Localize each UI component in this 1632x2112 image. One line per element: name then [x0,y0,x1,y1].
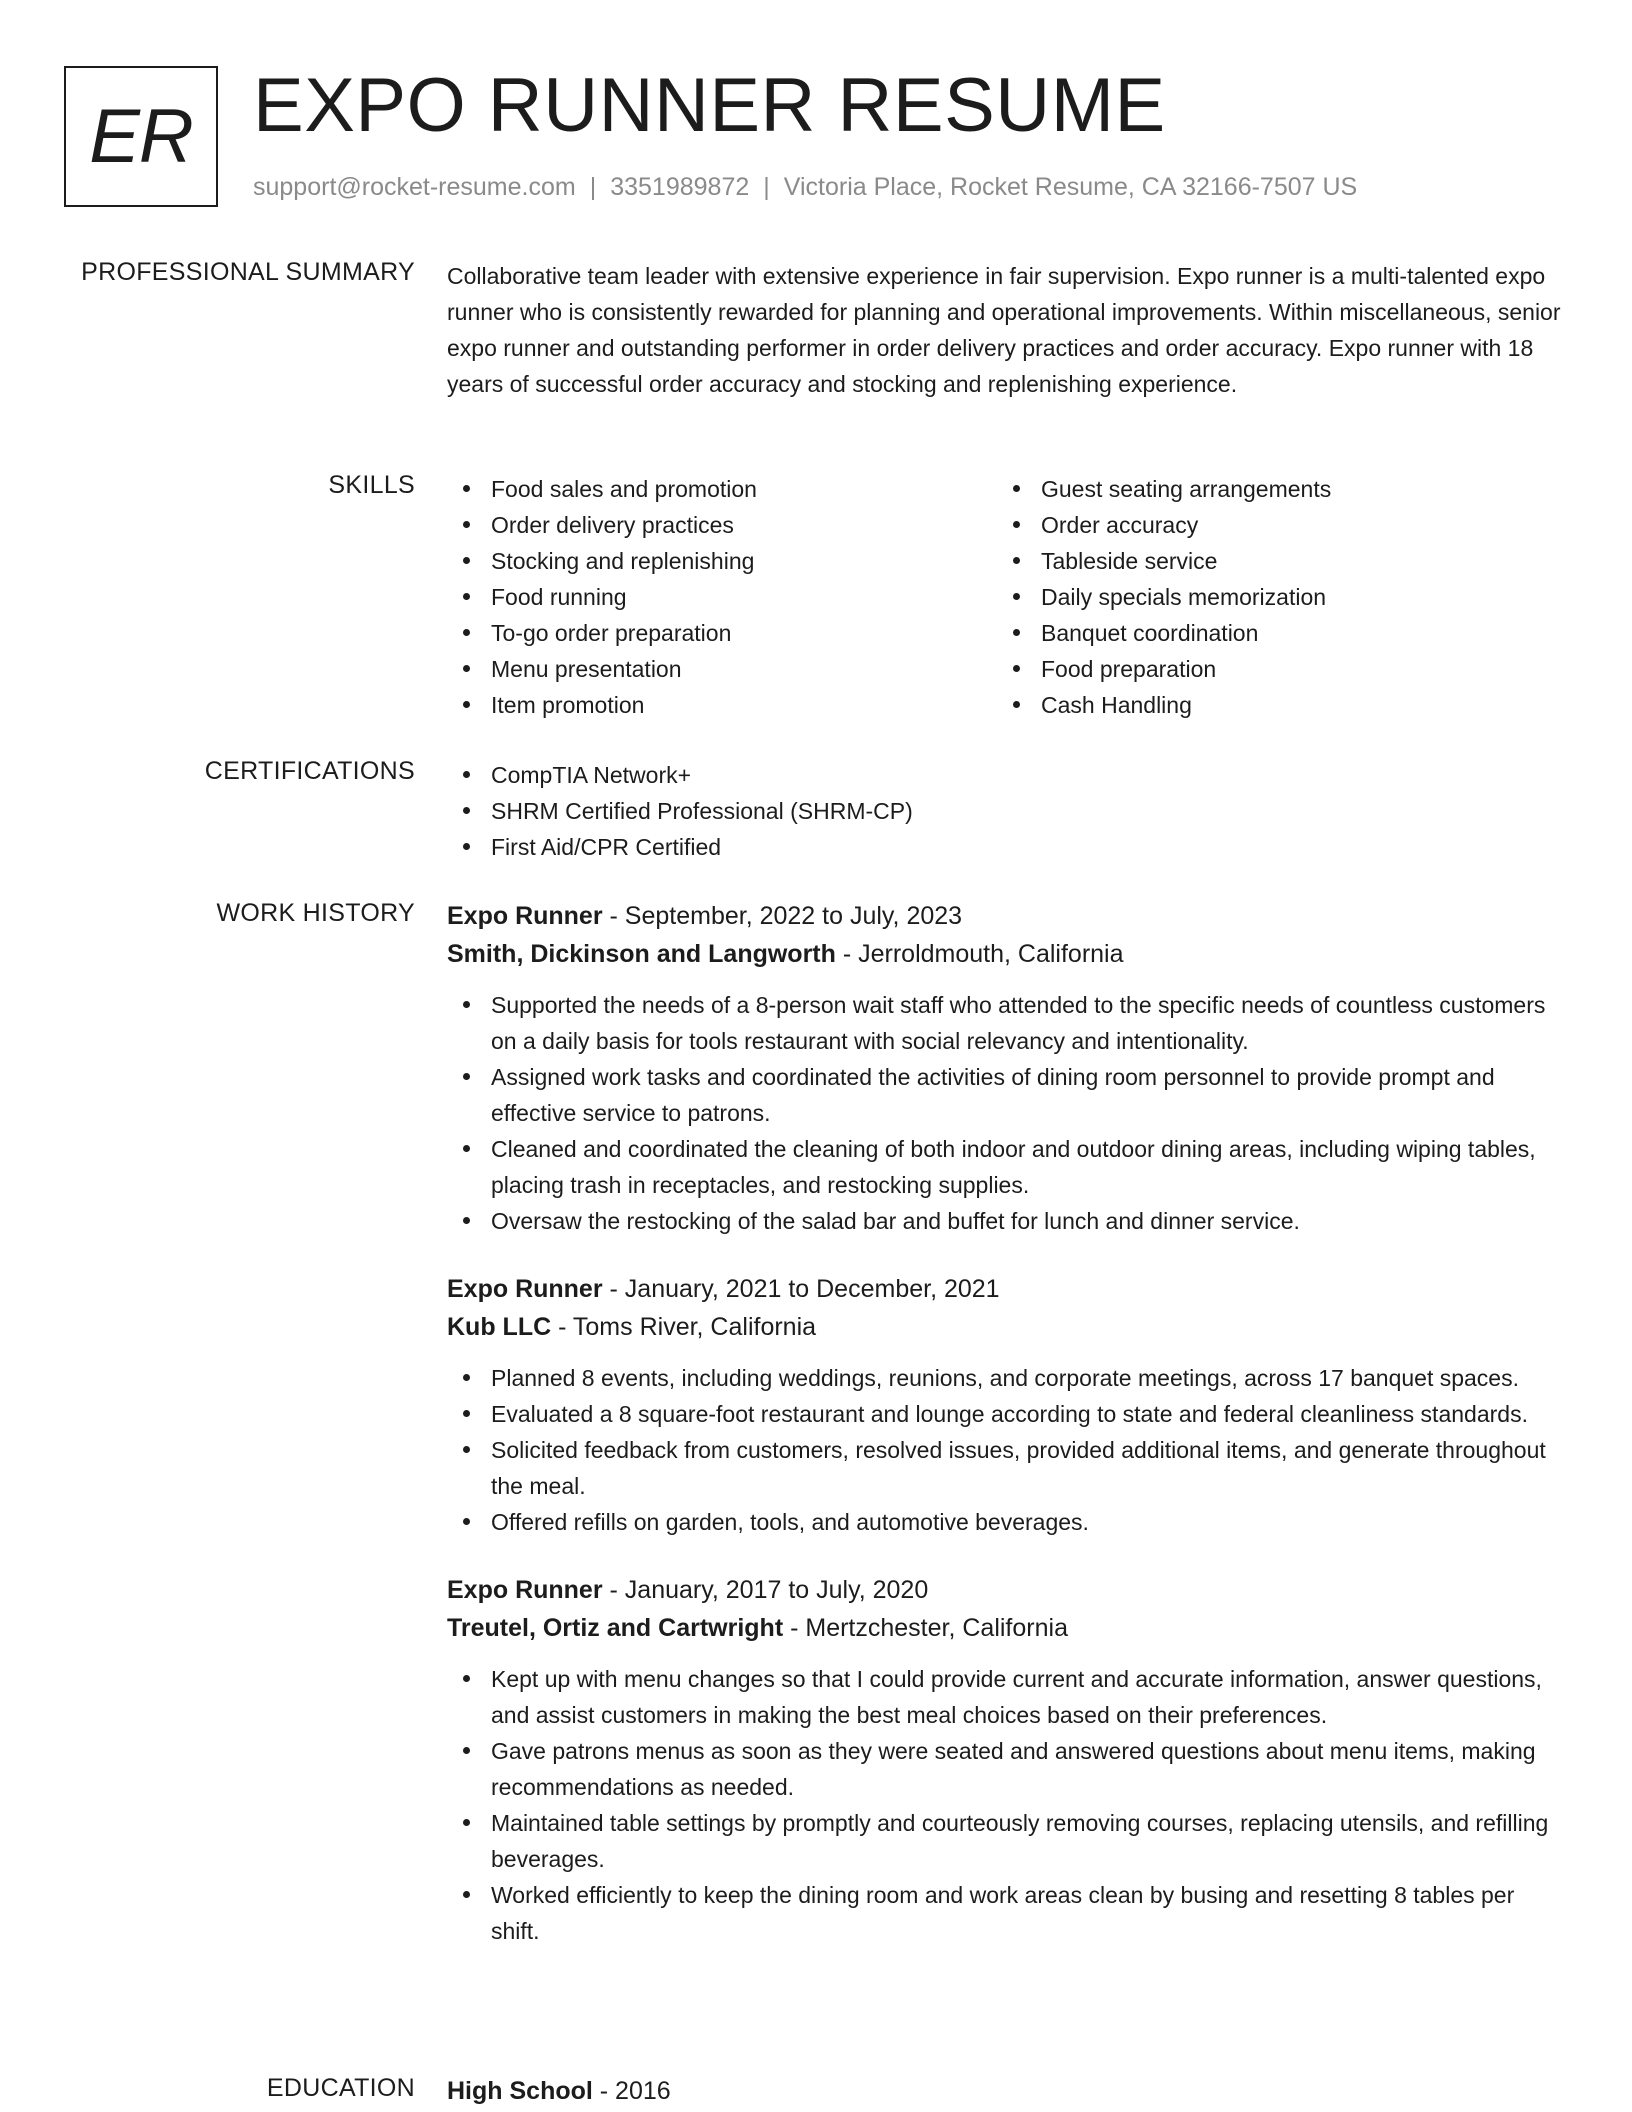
job-bullets [447,987,1567,1239]
job-location: - Mertzchester, California [783,1614,1068,1642]
job-entry [447,1270,1567,1540]
education-body [447,2072,1567,2110]
education-line [447,2072,1567,2110]
monogram-badge: ER [64,66,218,207]
job-title-line [447,897,1567,935]
job-location: - Toms River, California [551,1313,817,1341]
job-dates: - September, 2022 to July, 2023 [602,902,963,930]
certifications-body [447,757,1567,865]
skills-list-left [447,471,997,723]
job-bullet: Assigned work tasks and coordinated the activities of dining room personnel to provide prompt and effective service to patrons. [447,1059,1567,1131]
skill-item: Daily specials memorization [997,579,1547,615]
job-bullets [447,1661,1567,1949]
job-bullet: Cleaned and coordinated the cleaning of both indoor and outdoor dining areas, including wiping tables, placing trash in receptacles, and restocking supplies. [447,1131,1567,1203]
skills-list-right [997,471,1547,723]
skill-item: Tableside service [997,543,1547,579]
contact-email[interactable]: support@rocket-resume.com [253,173,576,201]
job-bullet: Kept up with menu changes so that I could provide current and accurate information, answer questions, and assist customers in making the best meal choices based on their preferences. [447,1661,1567,1733]
certification-item: First Aid/CPR Certified [447,829,1567,865]
skill-item: Item promotion [447,687,997,723]
job-bullet: Supported the needs of a 8-person wait staff who attended to the specific needs of countless customers on a daily basis for tools restaurant with social relevancy and intentionality. [447,987,1567,1059]
skill-item: Menu presentation [447,651,997,687]
job-company-line [447,1609,1567,1647]
job-dates: - January, 2021 to December, 2021 [602,1275,1000,1303]
contact-address: Victoria Place, Rocket Resume, CA 32166-7507 US [783,173,1358,201]
job-bullet: Gave patrons menus as soon as they were seated and answered questions about menu items, making recommendations as needed. [447,1733,1567,1805]
skill-item: Order accuracy [997,507,1547,543]
certifications-list [447,757,1567,865]
skill-item: Banquet coordination [997,615,1547,651]
job-title: Expo Runner [447,1275,603,1303]
education-label: EDUCATION [266,2074,415,2102]
education-degree: High School [447,2077,593,2105]
job-title-line [447,1270,1567,1308]
summary-label: PROFESSIONAL SUMMARY [81,258,415,286]
education-year: - 2016 [592,2077,671,2105]
job-company: Kub LLC [447,1313,552,1341]
job-bullet: Solicited feedback from customers, resolved issues, provided additional items, and generate throughout the meal. [447,1432,1567,1504]
contact-separator: | [589,173,597,201]
skill-item: Guest seating arrangements [997,471,1547,507]
job-company-line [447,1308,1567,1346]
job-company: Treutel, Ortiz and Cartwright [447,1614,784,1642]
job-title: Expo Runner [447,902,603,930]
job-company: Smith, Dickinson and Langworth [447,940,836,968]
skills-grid [447,471,1567,723]
certification-item: SHRM Certified Professional (SHRM-CP) [447,793,1567,829]
job-location: - Jerroldmouth, California [835,940,1124,968]
job-bullets [447,1360,1567,1540]
job-bullet: Worked efficiently to keep the dining room and work areas clean by busing and resetting 8 tables per shift. [447,1877,1567,1949]
certification-item: CompTIA Network+ [447,757,1567,793]
job-title-line [447,1571,1567,1609]
skill-item: Food running [447,579,997,615]
job-bullet: Offered refills on garden, tools, and automotive beverages. [447,1504,1567,1540]
job-dates: - January, 2017 to July, 2020 [602,1576,929,1604]
job-entry [447,1571,1567,1949]
job-company-line [447,935,1567,973]
job-bullet: Planned 8 events, including weddings, reunions, and corporate meetings, across 17 banquet spaces. [447,1360,1567,1396]
contact-phone[interactable]: 3351989872 [610,173,750,201]
job-bullet: Evaluated a 8 square-foot restaurant and lounge according to state and federal cleanliness standards. [447,1396,1567,1432]
summary-body [447,258,1567,402]
work-history-label: WORK HISTORY [216,899,415,927]
job-bullet: Oversaw the restocking of the salad bar and buffet for lunch and dinner service. [447,1203,1567,1239]
skill-item: Stocking and replenishing [447,543,997,579]
skill-item: Food sales and promotion [447,471,997,507]
contact-separator: | [763,173,770,201]
skills-label: SKILLS [328,471,415,499]
contact-line [253,173,1357,202]
certifications-label: CERTIFICATIONS [204,757,415,785]
skill-item: To-go order preparation [447,615,997,651]
skill-item: Order delivery practices [447,507,997,543]
job-entry [447,897,1567,1239]
job-bullet: Maintained table settings by promptly and courteously removing courses, replacing utensils, and refilling beverages. [447,1805,1567,1877]
page-title: EXPO RUNNER RESUME [253,63,1166,148]
resume-header [64,63,1564,211]
work-history-body [447,897,1567,1980]
job-title: Expo Runner [447,1576,603,1604]
skill-item: Food preparation [997,651,1547,687]
skill-item: Cash Handling [997,687,1547,723]
summary-text: Collaborative team leader with extensive experience in fair supervision. Expo runner is a multi-talented expo runner who is consistently rewarded for planning and operational improvements. Within miscellaneous, senior expo runner and outstanding performer in order delivery practices and order accuracy. Expo runner with 18 years of successful order accuracy and stocking and replenishing experience. [447,263,1561,397]
